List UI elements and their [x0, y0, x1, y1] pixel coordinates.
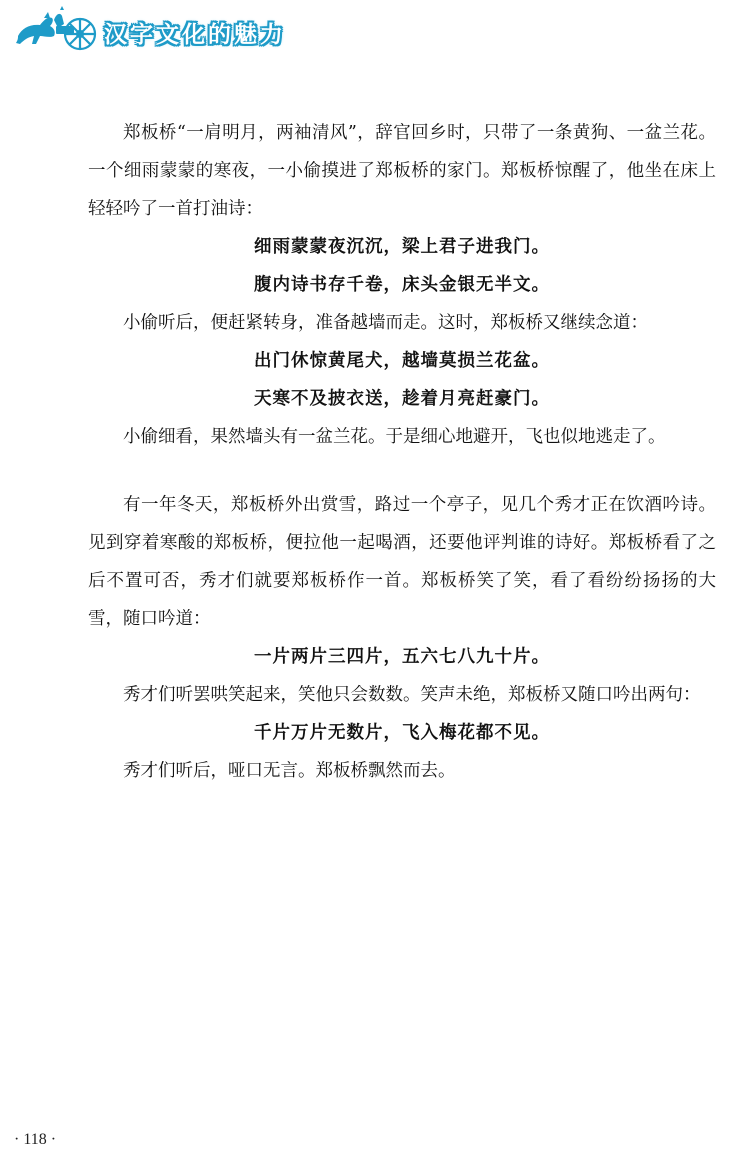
- paragraph: 郑板桥“一肩明月，两袖清风”，辞官回乡时，只带了一条黄狗、一盆兰花。一个细雨蒙蒙的寒夜，一小偷摸进了郑板桥的家门。郑板桥惊醒了，他坐在床上轻轻吟了一首打油诗：: [88, 123, 716, 219]
- page-number: · 118 ·: [14, 1131, 57, 1148]
- paragraph: 秀才们听罢哄笑起来，笑他只会数数。笑声未绝，郑板桥又随口吟出两句：: [123, 685, 701, 705]
- paragraph: 小偷听后，便赶紧转身，准备越墙而走。这时，郑板桥又继续念道：: [123, 313, 648, 333]
- page-header: [14, 6, 334, 54]
- paragraph: 秀才们听后，哑口无言。郑板桥飘然而去。: [123, 761, 456, 781]
- paragraph: 有一年冬天，郑板桥外出赏雪，路过一个亭子，见几个秀才正在饮酒吟诗。见到穿着寒酸的郑板桥，便拉他一起喝酒，还要他评判谁的诗好。郑板桥看了之后不置可否，秀才们就要郑板桥作一首。郑板桥笑了笑，看了看纷纷扬扬的大雪，随口吟道：: [88, 495, 716, 629]
- poem-line: 天寒不及披衣送，趁着月亮赶豪门。: [254, 389, 550, 409]
- main-content: [88, 114, 716, 790]
- horse-chariot-icon: [14, 6, 106, 54]
- poem-line: 一片两片三四片，五六七八九十片。: [254, 647, 550, 667]
- poem-line: 细雨蒙蒙夜沉沉，梁上君子进我门。: [254, 237, 550, 257]
- paragraph: 小偷细看，果然墙头有一盆兰花。于是细心地避开，飞也似地逃走了。: [123, 427, 666, 447]
- poem-line: 出门休惊黄尾犬，越墙莫损兰花盆。: [254, 351, 550, 371]
- book-title: 汉字文化的魅力: [104, 22, 286, 48]
- poem-line: 腹内诗书存千卷，床头金银无半文。: [254, 275, 550, 295]
- poem-line: 千片万片无数片，飞入梅花都不见。: [254, 723, 550, 743]
- section-gap: [88, 456, 716, 486]
